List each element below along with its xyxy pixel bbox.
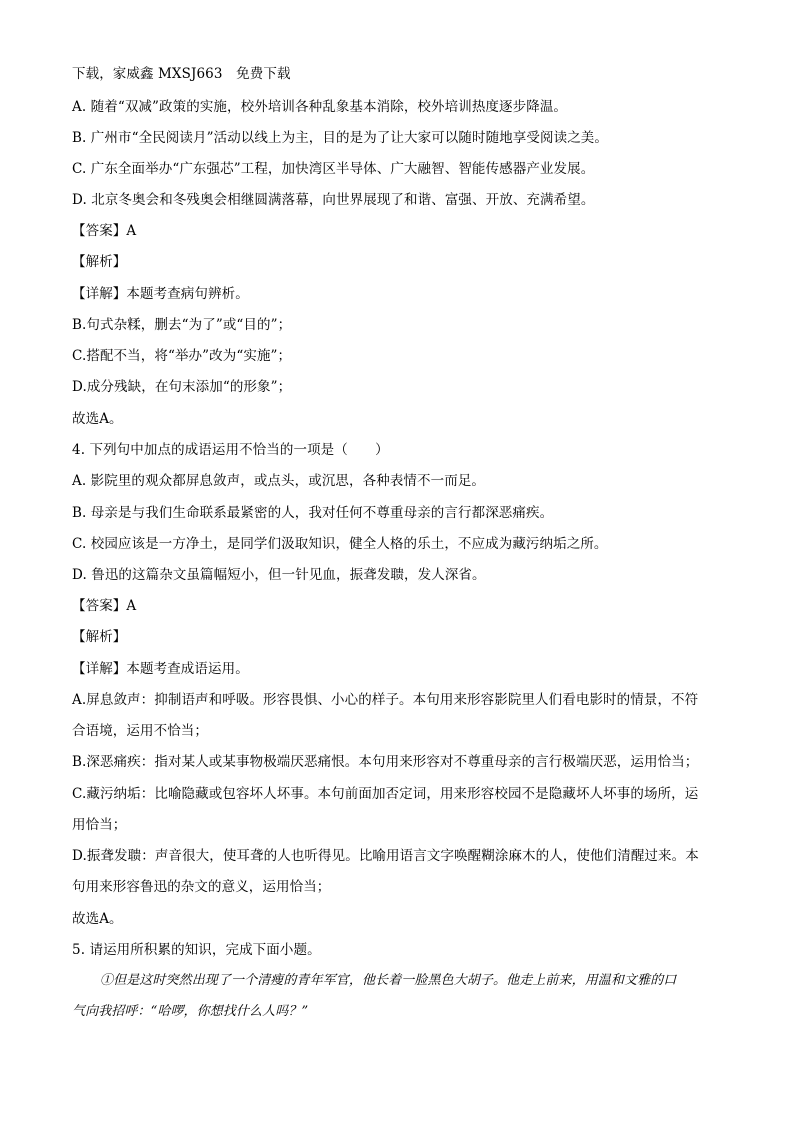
q4-explanation-a-line1: A.屏息敛声：抑制语声和呼吸。形容畏惧、小心的样子。本句用来形容影院里人们看电影时的情景，不符: [72, 692, 699, 708]
q4-stem: 4. 下列句中加点的成语运用不恰当的一项是（ ）: [72, 442, 389, 458]
q4-explanation-c-line1: C.藏污纳垢：比喻隐藏或包容坏人坏事。本句前面加否定词，用来形容校园不是隐藏坏人坏事的场所，运: [72, 786, 699, 802]
q3-option-b: B. 广州市“全民阅读月”活动以线上为主，目的是为了让大家可以随时随地享受阅读之美。: [72, 130, 609, 146]
q5-passage-line2: 气向我招呼：“哈啰，你想找什么人吗？”: [72, 1004, 309, 1019]
q3-explanation-d: D.成分残缺，在句末添加“的形象”；: [72, 379, 292, 395]
q4-explanation-a-line2: 合语境，运用不恰当；: [72, 723, 208, 739]
q4-option-a: A. 影院里的观众都屏息敛声，或点头，或沉思，各种表情不一而足。: [72, 473, 486, 489]
q4-answer: 【答案】A: [72, 598, 137, 614]
q3-option-a: A. 随着“双减”政策的实施，校外培训各种乱象基本消除，校外培训热度逐步降温。: [72, 99, 568, 115]
q4-choose: 故选A。: [72, 911, 123, 927]
page-header: 下载，家威鑫 MXSJ663 免费下载: [72, 66, 291, 82]
q3-explanation-c: C.搭配不当，将“举办”改为“实施”；: [72, 348, 292, 364]
q4-option-d: D. 鲁迅的这篇杂文虽篇幅短小，但一针见血，振聋发聩，发人深省。: [72, 567, 486, 583]
q4-explanation-c-line2: 用恰当；: [72, 817, 127, 833]
q3-explanation-b: B.句式杂糅，删去“为了”或“目的”；: [72, 317, 292, 333]
q4-explanation-d-line1: D.振聋发聩：声音很大，使耳聋的人也听得见。比喻用语言文字唤醒糊涂麻木的人，使他们清醒过来。本: [72, 848, 699, 864]
q3-detail: 【详解】本题考查病句辨析。: [72, 286, 249, 302]
q4-explanation-b: B.深恶痛疾：指对某人或某事物极端厌恶痛恨。本句用来形容对不尊重母亲的言行极端厌恶，运用恰当；: [72, 754, 699, 770]
q3-choose: 故选A。: [72, 411, 123, 427]
q3-option-c: C. 广东全面举办“广东强芯”工程，加快湾区半导体、广大融智、智能传感器产业发展。: [72, 161, 595, 177]
q4-detail: 【详解】本题考查成语运用。: [72, 661, 249, 677]
q5-passage-line1: ①但是这时突然出现了一个清瘦的青年军官，他长着一脸黑色大胡子。他走上前来，用温和文雅的口: [100, 973, 677, 988]
q3-option-d: D. 北京冬奥会和冬残奥会相继圆满落幕，向世界展现了和谐、富强、开放、充满希望。: [72, 192, 595, 208]
q4-analysis-heading: 【解析】: [72, 629, 127, 645]
q3-analysis-heading: 【解析】: [72, 254, 127, 270]
q4-option-c: C. 校园应该是一方净土，是同学们汲取知识，健全人格的乐土，不应成为藏污纳垢之所。: [72, 536, 608, 552]
q4-explanation-d-line2: 句用来形容鲁迅的杂文的意义，运用恰当；: [72, 879, 331, 895]
q4-option-b: B. 母亲是与我们生命联系最紧密的人，我对任何不尊重母亲的言行都深恶痛疾。: [72, 505, 554, 521]
q3-answer: 【答案】A: [72, 223, 137, 239]
q5-stem: 5. 请运用所积累的知识，完成下面小题。: [72, 942, 321, 958]
